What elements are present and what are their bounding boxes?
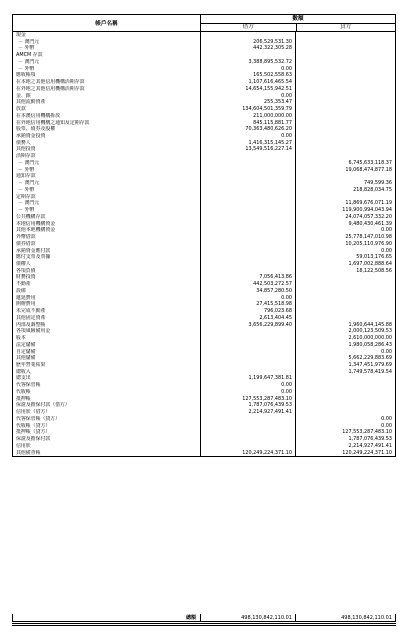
account-name: 其他流動資產 — [13, 99, 201, 106]
account-name-header: 帳戶名稱 — [13, 15, 201, 31]
table-row — [13, 416, 395, 423]
account-name: 法定儲備 — [13, 342, 201, 349]
amount-subheaders — [201, 24, 395, 31]
credit-amount — [296, 66, 395, 73]
account-name: 應付支票及票據 — [13, 254, 201, 261]
debit-amount: 134,604,501,359.79 — [201, 106, 296, 113]
debit-amount — [201, 241, 296, 248]
amount-header-label: 數額 — [201, 15, 395, 24]
table-row — [13, 328, 395, 335]
credit-amount — [296, 52, 395, 59]
debit-amount — [201, 335, 296, 342]
debit-amount — [201, 416, 296, 423]
table-row — [13, 79, 395, 86]
table-row — [13, 281, 395, 288]
account-name: － 外幣 — [13, 207, 201, 214]
account-name: 股票、債券及股權 — [13, 126, 201, 133]
debit-amount — [201, 328, 296, 335]
debit-amount: 7,056,413.86 — [201, 274, 296, 281]
debit-amount: 0.00 — [201, 382, 296, 389]
credit-amount — [296, 39, 395, 46]
debit-amount: 120,249,224,371.10 — [201, 450, 296, 457]
account-name: 財務投資 — [13, 274, 201, 281]
credit-amount: 11,869,676,071.19 — [345, 200, 392, 207]
debit-amount — [201, 52, 296, 59]
table-row — [13, 308, 395, 315]
debit-amount — [201, 234, 296, 241]
debit-amount — [201, 342, 296, 349]
account-name: 活期存款 — [13, 153, 201, 160]
debit-amount: 34,857,280.50 — [201, 288, 296, 295]
table-row — [13, 214, 395, 221]
credit-amount — [296, 274, 395, 281]
account-name: 總支出 — [13, 375, 201, 382]
debit-amount: 1,107,616,465.54 — [201, 79, 296, 86]
credit-amount — [296, 140, 395, 147]
table-row — [13, 274, 395, 281]
table-row — [13, 443, 395, 450]
account-name: 自定儲備 — [13, 349, 201, 356]
credit-amount — [296, 382, 395, 389]
debit-amount — [201, 423, 296, 430]
ledger-rows — [13, 32, 395, 456]
credit-amount: 1,697,002,888.64 — [348, 260, 392, 267]
debit-amount: 127,553,287,483.10 — [201, 396, 296, 403]
table-row — [13, 436, 395, 443]
debit-amount — [201, 254, 296, 261]
credit-amount — [296, 295, 395, 302]
debit-amount: 442,322,305.28 — [201, 45, 296, 52]
account-name: 外幣借款 — [13, 234, 201, 241]
account-name: － 外幣 — [13, 45, 201, 52]
account-name: 本地信用機構資金 — [13, 221, 201, 228]
table-row — [13, 429, 395, 436]
account-name: 保證及擔保付款（借方） — [13, 402, 201, 409]
debit-amount: 1,199,647,381.81 — [201, 375, 296, 382]
credit-amount — [296, 409, 395, 416]
table-row — [13, 268, 395, 275]
debit-amount — [201, 167, 296, 174]
table-row — [13, 113, 395, 120]
account-name: 不動產 — [13, 281, 201, 288]
debit-amount — [201, 443, 296, 450]
table-row — [13, 248, 395, 255]
account-name: 在外地之其他信用機構活期存款 — [13, 86, 201, 93]
debit-amount: 1,787,076,439.53 — [201, 402, 296, 409]
table-row — [13, 72, 395, 79]
table-row — [13, 322, 395, 329]
account-name: 抵押帳（貸方） — [13, 429, 201, 436]
table-row — [13, 315, 395, 322]
debit-amount — [201, 268, 296, 275]
account-name: 債權人 — [13, 261, 201, 268]
credit-amount: 5,662,229,883.69 — [348, 355, 392, 362]
credit-amount: 0.00 — [381, 415, 392, 422]
account-name: AMCM 存款 — [13, 52, 201, 59]
table-row — [13, 66, 395, 73]
credit-amount — [296, 375, 395, 382]
table-row — [13, 126, 395, 133]
account-name: 開辦費用 — [13, 301, 201, 308]
debit-amount: 211,000,000.00 — [201, 113, 296, 120]
credit-amount — [296, 173, 395, 180]
table-row — [13, 146, 395, 153]
debit-amount — [201, 200, 296, 207]
debit-amount — [201, 362, 296, 369]
credit-amount — [296, 72, 395, 79]
credit-amount: 19,068,474,877.18 — [345, 166, 392, 173]
account-name: 代收帳（貸方） — [13, 423, 201, 430]
credit-amount: 0.00 — [381, 348, 392, 355]
table-row — [13, 261, 395, 268]
account-name: 定期存款 — [13, 194, 201, 201]
table-row — [13, 355, 395, 362]
table-row — [13, 187, 395, 194]
debit-amount: 0.00 — [201, 93, 296, 100]
debit-amount — [201, 436, 296, 443]
debit-amount — [201, 153, 296, 160]
debit-amount: 0.00 — [201, 66, 296, 73]
credit-amount — [296, 126, 395, 133]
table-row — [13, 234, 395, 241]
table-row — [13, 99, 395, 106]
account-name: 各項負債 — [13, 268, 201, 275]
account-name: 通知存款 — [13, 173, 201, 180]
debit-amount — [201, 349, 296, 356]
debit-amount: 255,353.47 — [201, 99, 296, 106]
table-row — [13, 423, 395, 430]
table-row — [13, 389, 395, 396]
account-name: 抵押帳 — [13, 396, 201, 403]
credit-amount — [296, 106, 395, 113]
debit-amount: 3,656,229,899.40 — [201, 322, 296, 329]
table-row — [13, 200, 395, 207]
credit-amount: 120,249,224,371.10 — [342, 449, 392, 456]
credit-amount — [296, 32, 395, 39]
table-row — [13, 349, 395, 356]
account-name: － 澳門元 — [13, 39, 201, 46]
credit-amount: 119,900,994,043.94 — [342, 207, 392, 214]
debit-amount — [201, 207, 296, 214]
credit-amount: 127,553,287,483.10 — [342, 429, 392, 436]
account-name: 在外地信用機構之通知及定期存款 — [13, 120, 201, 127]
debit-amount — [201, 187, 296, 194]
credit-amount: 6,745,633,118.37 — [348, 159, 392, 166]
account-name: － 外幣 — [13, 187, 201, 194]
debit-amount — [201, 261, 296, 268]
credit-amount: 9,480,430,461.39 — [348, 220, 392, 227]
credit-amount: 1,749,578,419.54 — [348, 368, 392, 375]
account-name: 債券借款 — [13, 241, 201, 248]
debit-amount — [201, 355, 296, 362]
account-name: 信用狀 — [13, 443, 201, 450]
table-row — [13, 39, 395, 46]
table-row — [13, 207, 395, 214]
account-name: 放款 — [13, 106, 201, 113]
account-name: － 外幣 — [13, 167, 201, 174]
debit-amount — [201, 194, 296, 201]
credit-amount — [296, 301, 395, 308]
table-row — [13, 93, 395, 100]
account-name: 信用狀（借方） — [13, 409, 201, 416]
table-row — [13, 241, 395, 248]
credit-amount — [296, 389, 395, 396]
credit-amount: 0.00 — [381, 422, 392, 429]
account-name: 歷年營業結果 — [13, 362, 201, 369]
debit-amount — [201, 214, 296, 221]
debit-amount: 442,503,272.57 — [201, 281, 296, 288]
debit-amount — [201, 32, 296, 39]
account-name: 代收帳 — [13, 389, 201, 396]
credit-amount: 1,347,451,979.69 — [348, 361, 392, 368]
account-name: 承銷資金應付款 — [13, 248, 201, 255]
credit-amount: 1,980,058,286.43 — [348, 341, 392, 348]
total-credit: 498,130,842,110.01 — [341, 615, 392, 621]
table-row — [13, 227, 395, 234]
credit-amount — [296, 153, 395, 160]
table-row — [13, 52, 395, 59]
account-name: 其他固定資產 — [13, 315, 201, 322]
account-name: 應收帳項 — [13, 72, 201, 79]
debit-header: 借方 — [201, 24, 297, 31]
account-name: 總收入 — [13, 369, 201, 376]
credit-amount — [296, 86, 395, 93]
credit-amount — [296, 396, 395, 403]
debit-amount: 3,388,895,532.72 — [201, 59, 296, 66]
credit-amount: 18,122,508.56 — [356, 267, 392, 274]
credit-amount — [296, 113, 395, 120]
account-name: 其他備查帳 — [13, 450, 201, 457]
debit-amount: 1,416,315,145.27 — [201, 140, 296, 147]
credit-amount — [296, 45, 395, 52]
credit-amount: 0.00 — [381, 247, 392, 254]
table-row — [13, 369, 395, 376]
credit-header: 貸方 — [340, 24, 352, 30]
credit-amount — [296, 146, 395, 153]
table-row — [13, 335, 395, 342]
table-row — [13, 396, 395, 403]
ledger-header — [13, 15, 395, 32]
table-row — [13, 375, 395, 382]
account-name: 在本地之其他信用機構活期存款 — [13, 79, 201, 86]
credit-amount — [296, 194, 395, 201]
total-debit: 498,130,842,110.01 — [201, 614, 296, 622]
table-row — [13, 140, 395, 147]
total-row — [12, 614, 396, 622]
debit-amount: 0.00 — [201, 133, 296, 140]
credit-amount: 1,787,076,439.53 — [348, 436, 392, 443]
credit-amount — [296, 79, 395, 86]
credit-amount: 0.00 — [381, 227, 392, 234]
account-name: 設備 — [13, 288, 201, 295]
table-row — [13, 221, 395, 228]
debit-amount — [201, 160, 296, 167]
credit-amount — [296, 133, 395, 140]
credit-amount: 10,205,110,976.90 — [345, 240, 392, 247]
debit-amount: 14,654,155,942.51 — [201, 86, 296, 93]
account-name: 保證及擔保付款 — [13, 436, 201, 443]
table-row — [13, 450, 395, 457]
credit-amount: 1,960,644,145.88 — [348, 321, 392, 328]
account-name: 股本 — [13, 335, 201, 342]
table-row — [13, 254, 395, 261]
debit-amount: 70,363,480,626.20 — [201, 126, 296, 133]
debit-amount — [201, 248, 296, 255]
account-name: 內部及調整帳 — [13, 322, 201, 329]
table-row — [13, 133, 395, 140]
account-name: － 澳門元 — [13, 180, 201, 187]
credit-amount — [296, 315, 395, 322]
account-name: － 澳門元 — [13, 59, 201, 66]
table-row — [13, 106, 395, 113]
debit-amount: 206,529,531.30 — [201, 39, 296, 46]
account-name: 代客保管帳 — [13, 382, 201, 389]
credit-amount: 24,074,057,332.20 — [345, 213, 392, 220]
account-name: 未完成不動產 — [13, 308, 201, 315]
credit-amount: 2,000,123,509.53 — [348, 328, 392, 335]
account-name: 公共機構存款 — [13, 214, 201, 221]
debit-amount: 0.00 — [201, 389, 296, 396]
debit-amount — [201, 369, 296, 376]
account-name: － 澳門元 — [13, 160, 201, 167]
debit-amount: 2,613,404.45 — [201, 315, 296, 322]
account-name: 在本澳信用機構拆放 — [13, 113, 201, 120]
table-row — [13, 120, 395, 127]
credit-amount — [296, 308, 395, 315]
table-row — [13, 180, 395, 187]
account-name: 遞延費用 — [13, 295, 201, 302]
account-name: － 澳門元 — [13, 200, 201, 207]
debit-amount: 165,502,558.63 — [201, 72, 296, 79]
account-name: 其他本地機構資金 — [13, 227, 201, 234]
table-row — [13, 86, 395, 93]
debit-amount: 27,415,518.98 — [201, 301, 296, 308]
table-row — [13, 402, 395, 409]
credit-amount — [296, 93, 395, 100]
debit-amount: 0.00 — [201, 295, 296, 302]
credit-amount: 59,013,176.65 — [356, 254, 392, 261]
account-name: 各項風險備用金 — [13, 328, 201, 335]
credit-amount: 2,610,000,000.00 — [348, 335, 392, 342]
credit-amount: 749,599.36 — [363, 180, 392, 187]
table-row — [13, 173, 395, 180]
account-name: 代客保管帳（貸方） — [13, 416, 201, 423]
debit-amount: 796,023.68 — [201, 308, 296, 315]
table-row — [13, 301, 395, 308]
debit-amount — [201, 221, 296, 228]
debit-amount — [201, 180, 296, 187]
debit-amount: 845,115,881.77 — [201, 120, 296, 127]
amount-header — [201, 15, 395, 31]
account-name: 債務人 — [13, 140, 201, 147]
table-row — [13, 153, 395, 160]
credit-amount — [296, 402, 395, 409]
account-name: 現金 — [13, 32, 201, 39]
credit-amount: 218,828,034.75 — [353, 186, 392, 193]
table-row — [13, 382, 395, 389]
table-row — [13, 362, 395, 369]
credit-amount — [296, 120, 395, 127]
table-row — [13, 160, 395, 167]
credit-amount: 2,214,927,491.41 — [348, 442, 392, 449]
ledger-table — [12, 14, 396, 457]
account-name: － 外幣 — [13, 66, 201, 73]
debit-amount — [201, 227, 296, 234]
credit-amount: 25,778,147,010.98 — [345, 234, 392, 241]
credit-amount — [296, 281, 395, 288]
table-row — [13, 45, 395, 52]
account-name: 其他投資 — [13, 146, 201, 153]
table-row — [13, 194, 395, 201]
debit-amount: 2,214,927,491.41 — [201, 409, 296, 416]
total-label: 總額 — [13, 614, 201, 622]
table-row — [13, 409, 395, 416]
table-row — [13, 288, 395, 295]
table-row — [13, 32, 395, 39]
table-row — [13, 59, 395, 66]
account-name: 金、銀 — [13, 93, 201, 100]
table-row — [13, 342, 395, 349]
debit-amount: 13,549,516,227.14 — [201, 146, 296, 153]
account-name: 其他儲備 — [13, 355, 201, 362]
credit-amount — [296, 288, 395, 295]
table-row — [13, 295, 395, 302]
table-row — [13, 167, 395, 174]
double-underline — [12, 623, 396, 626]
credit-amount — [296, 99, 395, 106]
credit-amount — [296, 59, 395, 66]
account-name: 承銷資金投資 — [13, 133, 201, 140]
debit-amount — [201, 173, 296, 180]
debit-amount — [201, 429, 296, 436]
